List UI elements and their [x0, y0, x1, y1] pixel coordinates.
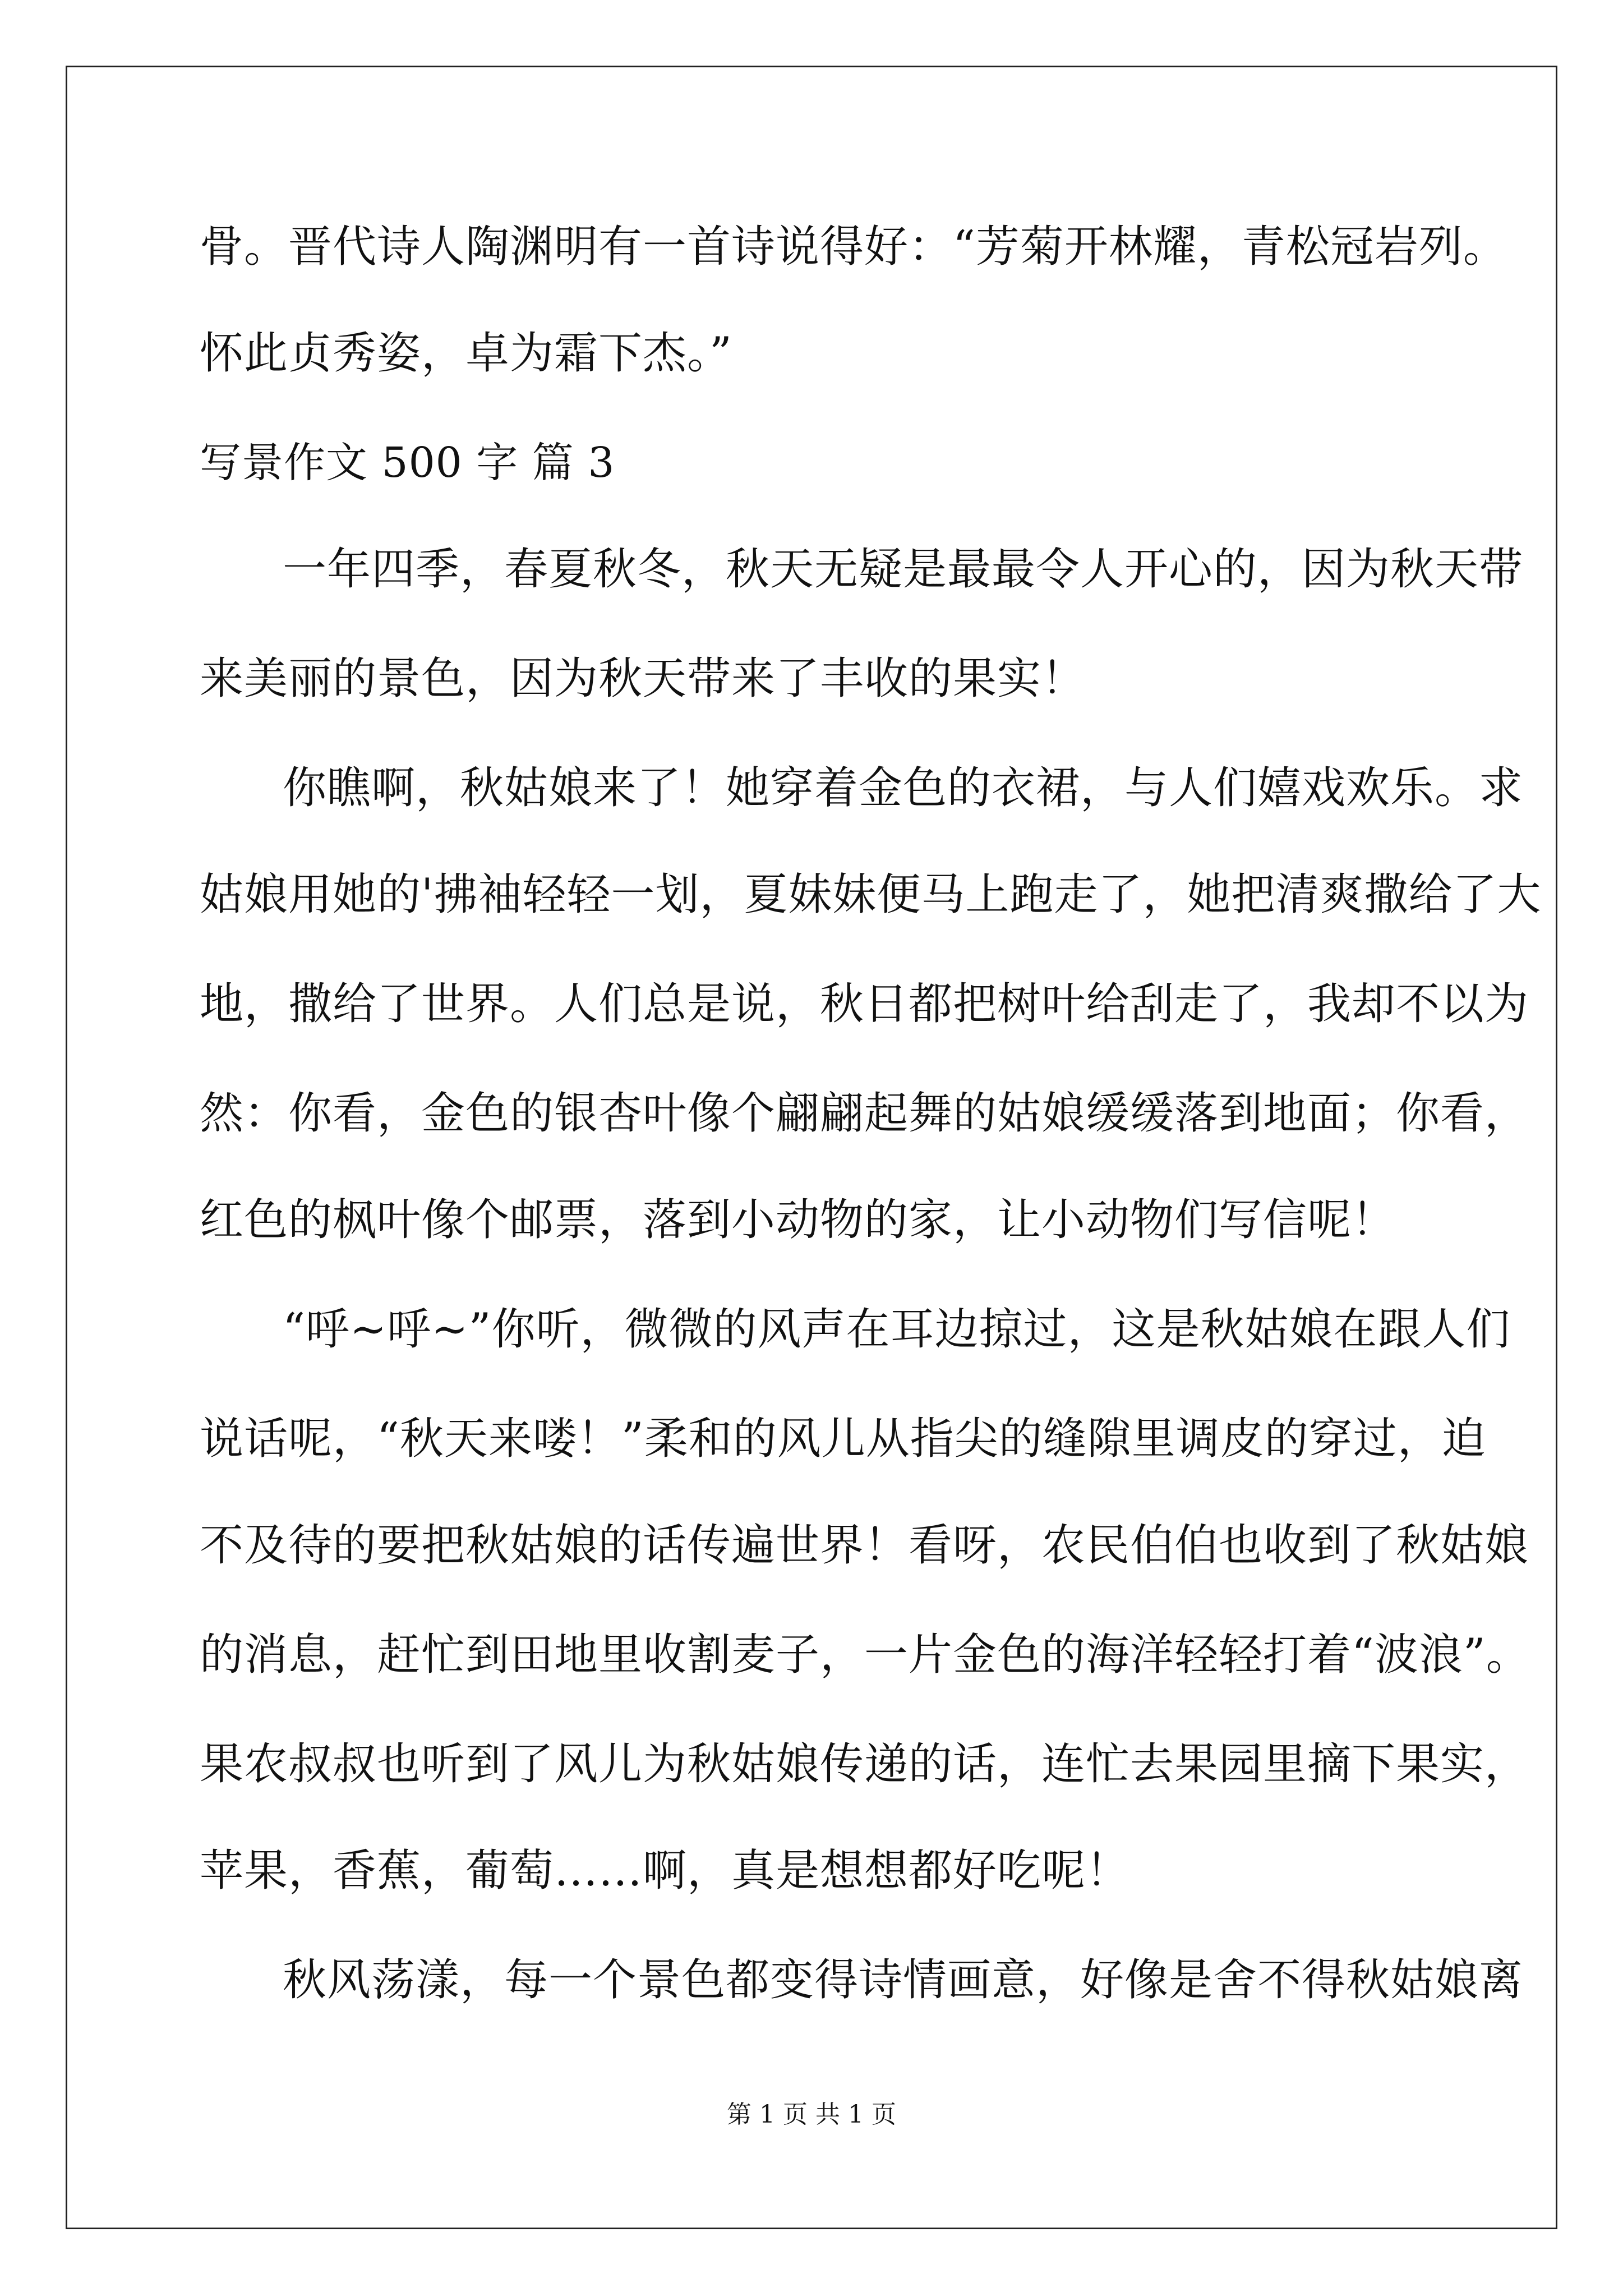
paragraph-3-line-6: 苹果，香蕉，葡萄……啊，真是想想都好吃呢！ [200, 1846, 1131, 1896]
paragraph-1-line-2: 来美丽的景色，因为秋天带来了丰收的果实！ [200, 654, 1086, 704]
paragraph-3-line-3: 不及待的要把秋姑娘的话传遍世界！看呀，农民伯伯也收到了秋姑娘 [200, 1520, 1529, 1571]
paragraph-4-line-1: 秋风荡漾，每一个景色都变得诗情画意，好像是舍不得秋姑娘离 [283, 1955, 1524, 2005]
paragraph-2-line-1: 你瞧啊，秋姑娘来了！她穿着金色的衣裙，与人们嬉戏欢乐。求 [283, 763, 1524, 813]
page-border [66, 66, 1557, 2229]
page-number-footer: 第 1 页 共 1 页 [727, 2100, 896, 2129]
paragraph-3-line-2: 说话呢，“秋天来喽！”柔和的风儿从指尖的缝隙里调皮的穿过，迫 [200, 1414, 1486, 1464]
paragraph-1-line-1: 一年四季，春夏秋冬，秋天无疑是最最令人开心的，因为秋天带 [283, 544, 1524, 595]
paragraph-3-line-1: “呼~呼~”你听，微微的风声在耳边掠过，这是秋姑娘在跟人们 [283, 1304, 1511, 1355]
paragraph-3-line-5: 果农叔叔也听到了风儿为秋姑娘传递的话，连忙去果园里摘下果实， [200, 1739, 1529, 1789]
paragraph-2-line-3: 地，撒给了世界。人们总是说，秋日都把树叶给刮走了，我却不以为 [200, 979, 1529, 1029]
text-line-1: 骨。晋代诗人陶渊明有一首诗说得好：“芳菊开林耀，青松冠岩列。 [200, 222, 1507, 272]
paragraph-3-line-4: 的消息，赶忙到田地里收割麦子，一片金色的海洋轻轻打着“波浪”。 [200, 1630, 1530, 1680]
paragraph-2-line-4: 然：你看，金色的银杏叶像个翩翩起舞的姑娘缓缓落到地面；你看， [200, 1088, 1529, 1139]
text-line-2: 怀此贞秀姿，卓为霜下杰。” [200, 328, 732, 379]
section-heading: 写景作文 500 字 篇 3 [200, 439, 615, 487]
paragraph-2-line-2: 姑娘用她的'拂袖轻轻一划，夏妹妹便马上跑走了，她把清爽撒给了大 [200, 869, 1542, 920]
paragraph-2-line-5: 红色的枫叶像个邮票，落到小动物的家，让小动物们写信呢！ [200, 1195, 1396, 1245]
